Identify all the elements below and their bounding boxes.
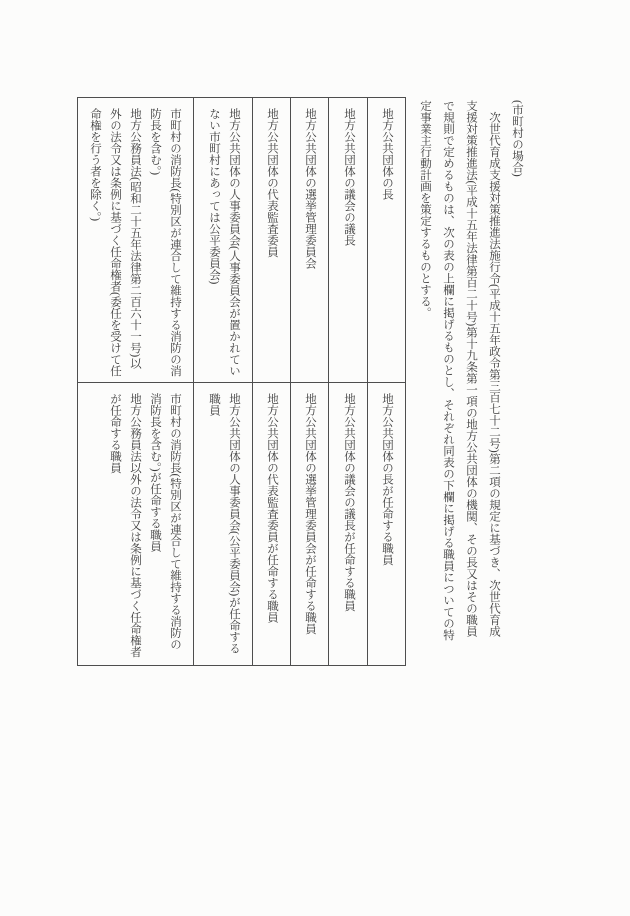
upper-cell — [253, 98, 290, 383]
cell-text: 地方公共団体の選挙管理委員会 — [304, 108, 316, 269]
lower-cell — [253, 383, 290, 665]
intro-line: 次世代育成支援対策推進法施行令(平成十五年政令第三百七十二号)第二項の規定に基づき、次世代育成 — [488, 100, 500, 637]
upper-cell — [194, 98, 252, 383]
cell-text: 地方公共団体の人事委員会(人事委員会が置かれていない市町村にあっては公平委員会) — [208, 108, 240, 377]
lower-cell — [368, 383, 405, 665]
cell-text: 地方公共団体の代表監査委員 — [266, 108, 278, 258]
cell-text: 市町村の消防長(特別区が連合して維持する消防の消防長を含む。) — [149, 108, 181, 377]
lower-cell — [194, 383, 252, 665]
cell-text: 地方公共団体の議会の議長が任命する職員 — [343, 393, 355, 612]
upper-cell — [368, 98, 405, 383]
cell-text: 地方公務員法(昭和二十五年法律第二百六十一号)以外の法令又は条例に基づく任命権者(委任を受けて任命権を行う者を除く。) — [89, 108, 141, 377]
lower-cell — [329, 383, 367, 665]
cell-text: 地方公共団体の人事委員会(公平委員会)が任命する職員 — [208, 393, 240, 654]
intro-line: で規則で定めるものは、次の表の上欄に掲げるものとし、それぞれ同表の下欄に掲げる職員についての特 — [442, 100, 454, 641]
cell-text: 地方公共団体の選挙管理委員会が任命する職員 — [304, 393, 316, 635]
table-row — [193, 98, 252, 665]
intro-paragraph — [413, 100, 528, 662]
cell-text: 地方公共団体の代表監査委員が任命する職員 — [266, 393, 278, 623]
lower-cell — [78, 383, 193, 665]
cell-text: 地方公共団体の長が任命する職員 — [381, 393, 393, 566]
upper-cell — [329, 98, 367, 383]
table-row — [290, 98, 328, 665]
lower-cell — [291, 383, 328, 665]
table-row — [78, 98, 193, 665]
cell-text: 市町村の消防長(特別区が連合して維持する消防の消防長を含む。)が任命する職員 — [149, 393, 181, 650]
upper-cell — [78, 98, 193, 383]
table-row — [328, 98, 367, 665]
intro-line: 支援対策推進法(平成十五年法律第百二十号)第十九条第一項の地方公共団体の機関、その長又はその職員 — [465, 100, 477, 637]
table-row — [367, 98, 405, 665]
cell-text: 地方公務員法以外の法令又は条例に基づく任命権者が任命する職員 — [109, 393, 141, 658]
cell-text: 地方公共団体の長 — [381, 108, 393, 200]
table-row — [252, 98, 290, 665]
upper-cell — [291, 98, 328, 383]
cell-text: 地方公共団体の議会の議長 — [343, 108, 355, 246]
appointing-authority-table — [77, 97, 406, 666]
intro-line: 定事業主行動計画を策定するものとする。 — [419, 100, 431, 319]
section-title: (市町村の場合) — [511, 100, 523, 177]
